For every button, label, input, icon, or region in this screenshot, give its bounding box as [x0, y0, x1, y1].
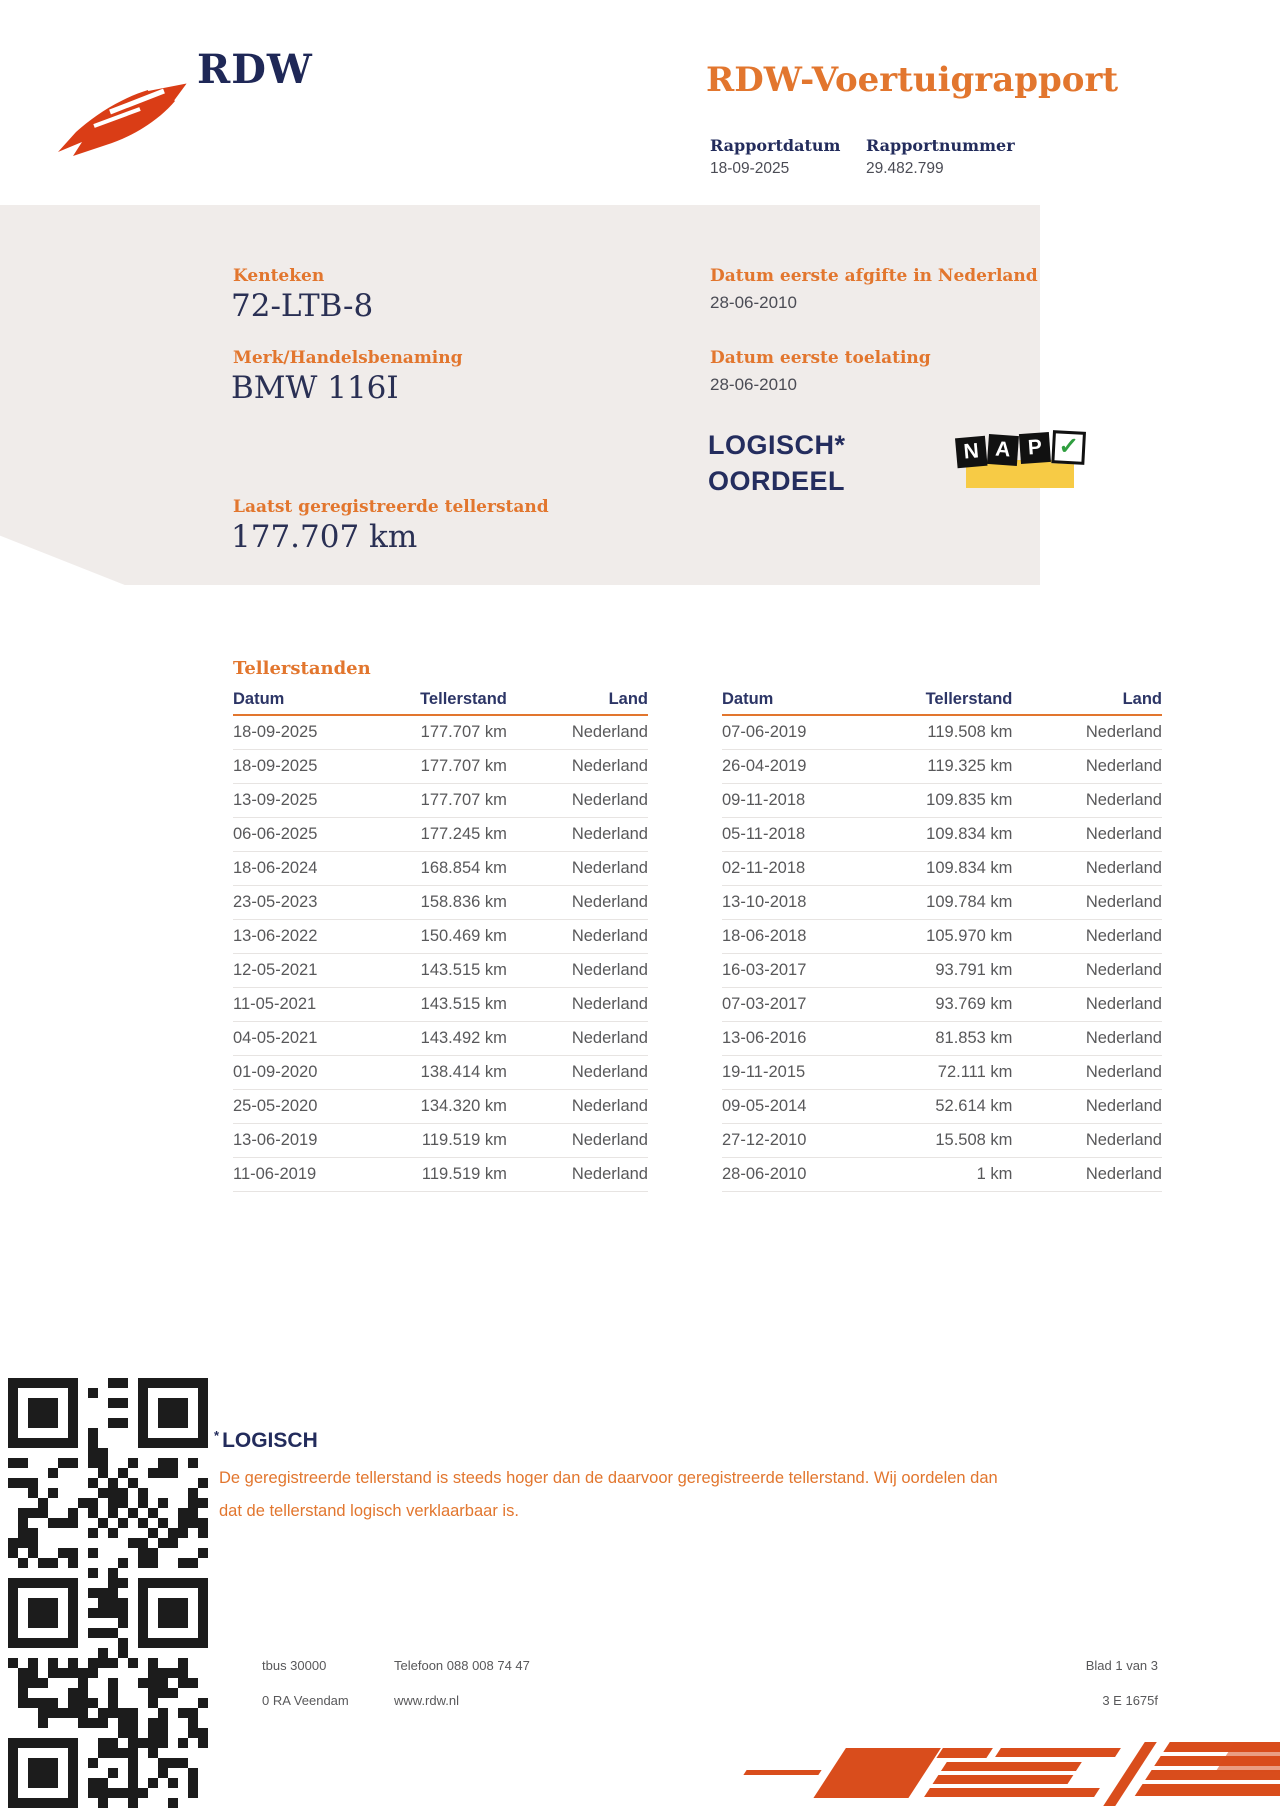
row-date: 12-05-2021: [233, 961, 318, 979]
row-odometer: 119.519 km: [421, 1131, 507, 1149]
rdw-feather-icon: [52, 76, 192, 168]
oordeel-line1: LOGISCH*: [708, 430, 846, 460]
row-odometer: 138.414 km: [420, 1063, 507, 1081]
row-odometer: 93.769 km: [935, 995, 1013, 1013]
row-country: Nederland: [571, 1131, 648, 1149]
table-row: [233, 1022, 648, 1056]
row-date: 11-06-2019: [233, 1165, 317, 1183]
nap-logo: [956, 434, 1106, 500]
footer-address-line1: tbus 30000: [262, 1658, 327, 1673]
row-odometer: 177.707 km: [420, 757, 507, 775]
row-country: Nederland: [1085, 1063, 1162, 1081]
row-date: 13-09-2025: [233, 791, 318, 809]
table-row: [233, 818, 648, 852]
footer-address-line2: 0 RA Veendam: [262, 1693, 349, 1708]
row-country: Nederland: [571, 1165, 648, 1183]
row-odometer: 177.707 km: [420, 723, 507, 741]
row-country: Nederland: [1085, 825, 1162, 843]
logisch-explanation: De geregistreerde tellerstand is steeds hoger dan de daarvoor geregistreerde tellerstand. Wij oordelen dan dat de tellerstand logisch verklaarbaar is.: [219, 1469, 998, 1520]
laatste-tellerstand-value: 177.707 km: [231, 519, 418, 555]
row-country: Nederland: [1085, 1029, 1162, 1047]
table-row: [722, 1056, 1162, 1090]
table-row: [722, 886, 1162, 920]
row-country: Nederland: [1085, 893, 1162, 911]
row-date: 27-12-2010: [722, 1131, 807, 1149]
row-odometer: 143.492 km: [420, 1029, 507, 1047]
nap-letter-n: N: [955, 436, 988, 469]
row-odometer: 93.791 km: [935, 961, 1013, 979]
asterisk: *: [214, 1428, 220, 1443]
row-country: Nederland: [1085, 961, 1162, 979]
row-odometer: 72.111 km: [937, 1063, 1013, 1081]
row-date: 13-06-2019: [233, 1131, 318, 1149]
row-date: 02-11-2018: [722, 859, 806, 877]
row-odometer: 109.834 km: [926, 825, 1013, 843]
row-date: 04-05-2021: [233, 1029, 318, 1047]
logisch-heading: [214, 1428, 318, 1453]
row-date: 05-11-2018: [722, 825, 806, 843]
row-date: 01-09-2020: [233, 1063, 318, 1081]
row-country: Nederland: [571, 723, 648, 741]
footer-phone: Telefoon 088 008 74 47: [394, 1658, 530, 1673]
row-country: Nederland: [571, 1029, 648, 1047]
footer-page-number: Blad 1 van 3: [1085, 1658, 1158, 1673]
table-header: [722, 690, 1162, 716]
table-row: [233, 886, 648, 920]
row-country: Nederland: [571, 961, 648, 979]
row-country: Nederland: [571, 995, 648, 1013]
row-date: 18-06-2024: [233, 859, 318, 877]
table-row: [233, 852, 648, 886]
row-date: 09-11-2018: [722, 791, 806, 809]
row-odometer: 177.245 km: [420, 825, 507, 843]
kenteken-label: Kenteken: [233, 266, 325, 286]
row-date: 07-03-2017: [722, 995, 807, 1013]
tellerstanden-table-left: [233, 690, 648, 1192]
toelating-value: 28-06-2010: [710, 375, 797, 394]
row-country: Nederland: [571, 1097, 648, 1115]
table-row: [233, 1124, 648, 1158]
row-country: Nederland: [1085, 791, 1162, 809]
footer-form-code: 3 E 1675f: [1102, 1693, 1158, 1708]
page-title: RDW-Voertuigrapport: [706, 60, 1119, 100]
table-row: [233, 1158, 648, 1192]
table-row: [722, 750, 1162, 784]
oordeel-line2: OORDEEL: [708, 466, 846, 496]
header-tellerstand: Tellerstand: [925, 690, 1013, 708]
row-date: 11-05-2021: [233, 995, 317, 1013]
row-country: Nederland: [1085, 859, 1162, 877]
row-country: Nederland: [571, 859, 648, 877]
row-date: 25-05-2020: [233, 1097, 318, 1115]
laatste-tellerstand-label: Laatst geregistreerde tellerstand: [233, 497, 549, 517]
row-odometer: 105.970 km: [926, 927, 1013, 945]
rdw-wordmark: RDW: [197, 46, 313, 93]
table-row: [233, 1090, 648, 1124]
report-date-label: Rapportdatum: [710, 136, 841, 155]
tellerstanden-table-right: [722, 690, 1162, 1192]
kenteken-value: 72-LTB-8: [231, 288, 374, 324]
table-row: [233, 988, 648, 1022]
header-land: Land: [1122, 690, 1162, 708]
row-country: Nederland: [571, 825, 648, 843]
summary-panel: [0, 205, 1040, 585]
table-row: [722, 1022, 1162, 1056]
table-row: [722, 988, 1162, 1022]
row-odometer: 143.515 km: [420, 995, 507, 1013]
row-date: 06-06-2025: [233, 825, 318, 843]
table-row: [722, 818, 1162, 852]
merk-label: Merk/Handelsbenaming: [233, 348, 463, 368]
qr-code: [8, 1378, 210, 1810]
row-country: Nederland: [1085, 1165, 1162, 1183]
table-row: [722, 1124, 1162, 1158]
table-row: [233, 1056, 648, 1090]
row-date: 16-03-2017: [722, 961, 807, 979]
row-country: Nederland: [1085, 723, 1162, 741]
report-number-label: Rapportnummer: [866, 136, 1015, 155]
row-country: Nederland: [1085, 1131, 1162, 1149]
row-odometer: 109.784 km: [926, 893, 1013, 911]
row-odometer: 52.614 km: [935, 1097, 1013, 1115]
table-row: [722, 954, 1162, 988]
header-tellerstand: Tellerstand: [420, 690, 507, 708]
footer-website: www.rdw.nl: [394, 1693, 460, 1708]
table-header: [233, 690, 648, 716]
table-row: [722, 716, 1162, 750]
afgifte-label: Datum eerste afgifte in Nederland: [710, 266, 1038, 286]
header-datum: Datum: [722, 690, 774, 708]
row-odometer: 177.707 km: [420, 791, 507, 809]
row-date: 13-06-2016: [722, 1029, 807, 1047]
report-date-value: 18-09-2025: [710, 160, 790, 177]
row-date: 28-06-2010: [722, 1165, 807, 1183]
row-date: 13-06-2022: [233, 927, 318, 945]
row-country: Nederland: [571, 1063, 648, 1081]
row-odometer: 109.834 km: [926, 859, 1013, 877]
row-odometer: 119.519 km: [421, 1165, 507, 1183]
row-odometer: 158.836 km: [420, 893, 507, 911]
toelating-label: Datum eerste toelating: [710, 348, 931, 368]
table-row: [722, 852, 1162, 886]
row-country: Nederland: [1085, 995, 1162, 1013]
row-odometer: 15.508 km: [935, 1131, 1013, 1149]
row-odometer: 109.835 km: [926, 791, 1013, 809]
row-date: 07-06-2019: [722, 723, 807, 741]
row-date: 26-04-2019: [722, 757, 807, 775]
table-row: [233, 716, 648, 750]
row-date: 18-09-2025: [233, 723, 318, 741]
logisch-heading-text: LOGISCH: [222, 1429, 318, 1452]
header-land: Land: [608, 690, 648, 708]
table-row: [233, 784, 648, 818]
report-number-value: 29.482.799: [866, 160, 944, 177]
row-date: 13-10-2018: [722, 893, 807, 911]
row-odometer: 81.853 km: [935, 1029, 1013, 1047]
rdw-stripes-logo: [680, 1734, 1280, 1812]
nap-letter-p: P: [1019, 432, 1051, 464]
row-country: Nederland: [571, 893, 648, 911]
table-row: [722, 784, 1162, 818]
row-country: Nederland: [571, 791, 648, 809]
row-date: 18-06-2018: [722, 927, 807, 945]
row-country: Nederland: [1085, 757, 1162, 775]
row-odometer: 119.508 km: [927, 723, 1013, 741]
row-odometer: 134.320 km: [420, 1097, 507, 1115]
header-datum: Datum: [233, 690, 285, 708]
table-row: [233, 920, 648, 954]
afgifte-value: 28-06-2010: [710, 293, 797, 312]
table-row: [233, 954, 648, 988]
tellerstanden-title: Tellerstanden: [233, 658, 371, 679]
merk-value: BMW 116I: [231, 370, 399, 406]
row-odometer: 150.469 km: [420, 927, 507, 945]
row-odometer: 1 km: [976, 1165, 1013, 1183]
table-row: [722, 920, 1162, 954]
row-country: Nederland: [1085, 927, 1162, 945]
row-country: Nederland: [571, 757, 648, 775]
table-row: [722, 1090, 1162, 1124]
row-date: 23-05-2023: [233, 893, 318, 911]
nap-letter-a: A: [987, 434, 1019, 466]
row-odometer: 143.515 km: [420, 961, 507, 979]
nap-check-icon: ✓: [1051, 430, 1086, 465]
table-row: [722, 1158, 1162, 1192]
row-country: Nederland: [1085, 1097, 1162, 1115]
row-odometer: 119.325 km: [927, 757, 1013, 775]
row-country: Nederland: [571, 927, 648, 945]
row-odometer: 168.854 km: [420, 859, 507, 877]
table-row: [233, 750, 648, 784]
row-date: 18-09-2025: [233, 757, 318, 775]
row-date: 19-11-2015: [722, 1063, 806, 1081]
row-date: 09-05-2014: [722, 1097, 807, 1115]
